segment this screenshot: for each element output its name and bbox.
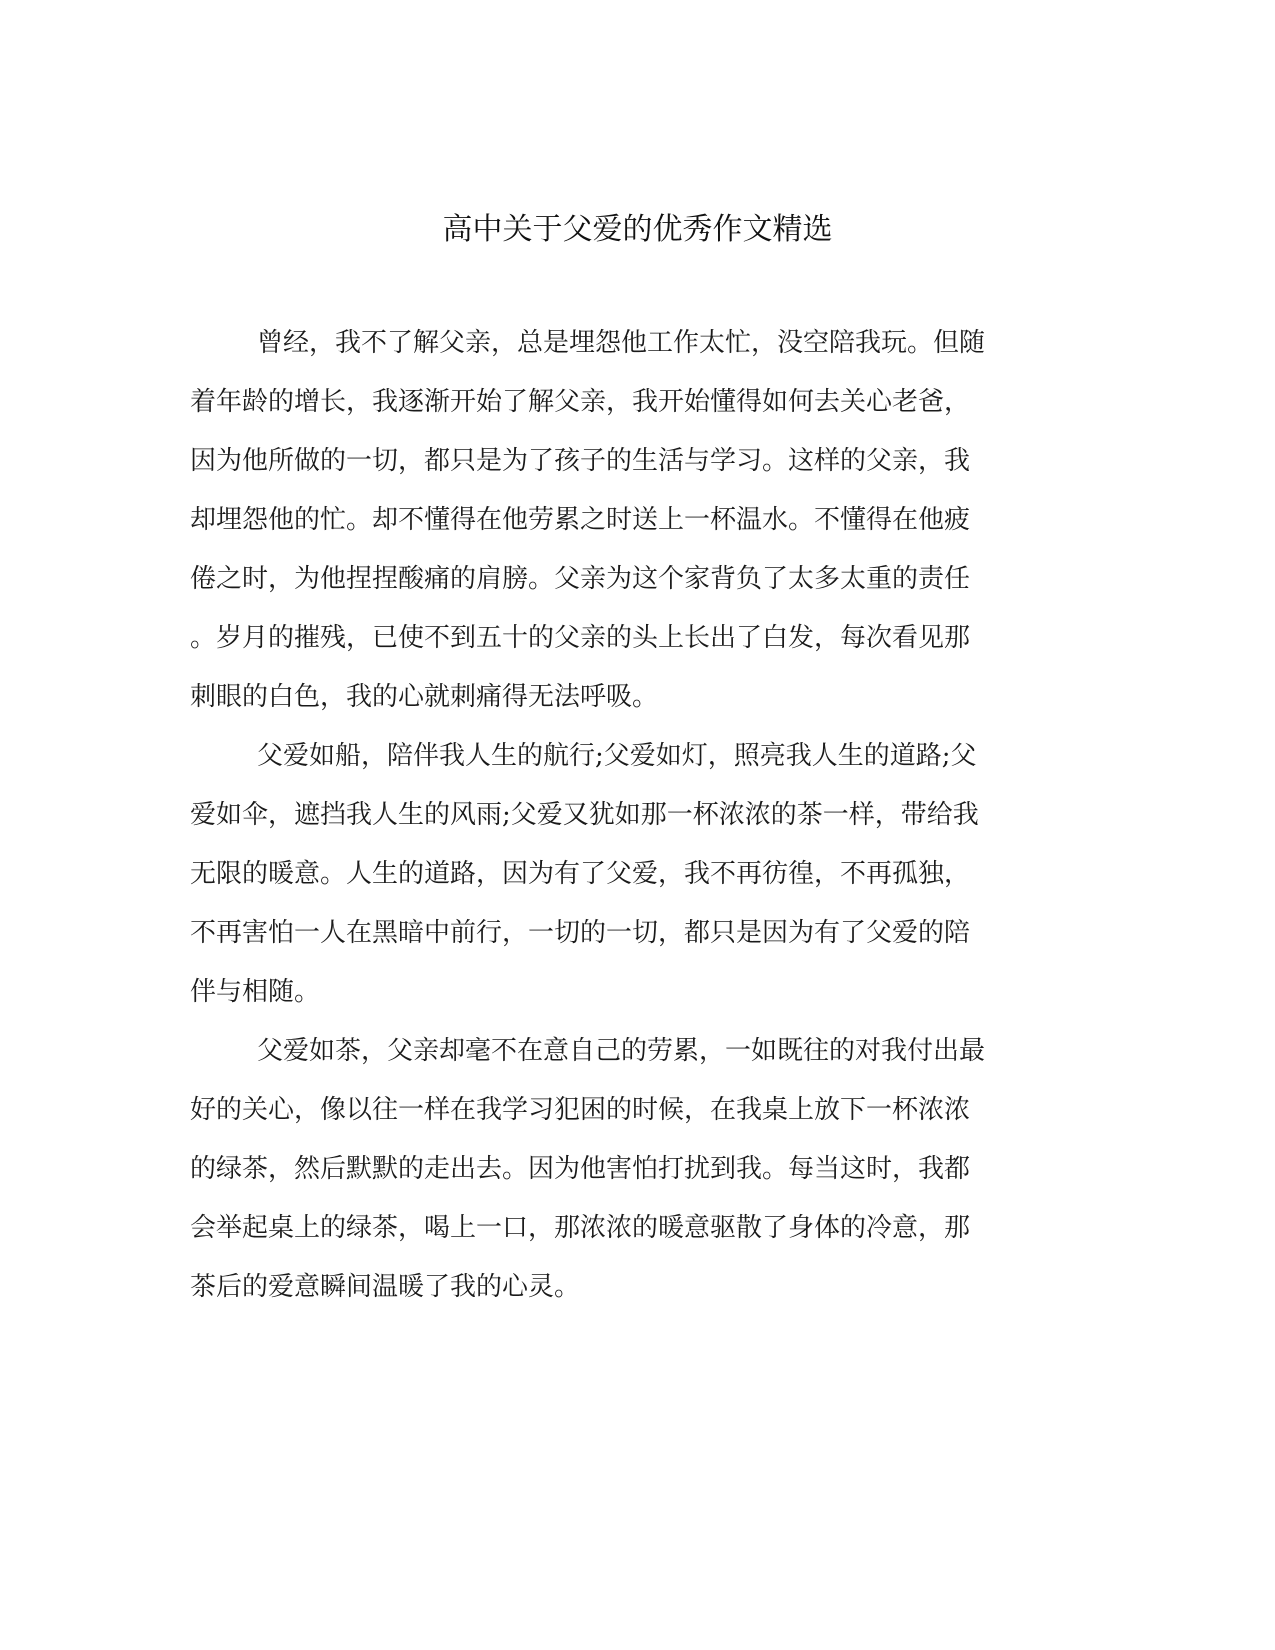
document-title: 高中关于父爱的优秀作文精选 [442,212,833,247]
text-line: 会举起桌上的绿茶，喝上一口，那浓浓的暖意驱散了身体的冷意，那 [190,1213,971,1243]
text-line: 无限的暖意。人生的道路，因为有了父爱，我不再彷徨，不再孤独， [190,859,971,889]
text-line: 着年龄的增长，我逐渐开始了解父亲，我开始懂得如何去关心老爸， [190,387,971,417]
text-line: 爱如伞，遮挡我人生的风雨;父爱又犹如那一杯浓浓的茶一样，带给我 [190,800,979,830]
text-line: 父爱如船，陪伴我人生的航行;父爱如灯，照亮我人生的道路;父 [257,741,977,771]
text-line: 因为他所做的一切，都只是为了孩子的生活与学习。这样的父亲，我 [190,446,971,476]
text-line: 的绿茶，然后默默的走出去。因为他害怕打扰到我。每当这时，我都 [190,1154,971,1184]
text-line: 伴与相随。 [190,977,321,1007]
text-line: 茶后的爱意瞬间温暖了我的心灵。 [190,1272,581,1302]
text-line: 。岁月的摧残，已使不到五十的父亲的头上长出了白发，每次看见那 [190,623,971,653]
text-line: 却埋怨他的忙。却不懂得在他劳累之时送上一杯温水。不懂得在他疲 [190,505,971,535]
text-line: 不再害怕一人在黑暗中前行，一切的一切，都只是因为有了父爱的陪 [190,918,971,948]
text-line: 好的关心，像以往一样在我学习犯困的时候，在我桌上放下一杯浓浓 [190,1095,971,1125]
text-line: 倦之时，为他捏捏酸痛的肩膀。父亲为这个家背负了太多太重的责任 [190,564,971,594]
text-line: 父爱如茶，父亲却毫不在意自己的劳累，一如既往的对我付出最 [257,1036,986,1066]
text-line: 曾经，我不了解父亲，总是埋怨他工作太忙，没空陪我玩。但随 [257,328,986,358]
text-line: 刺眼的白色，我的心就刺痛得无法呼吸。 [190,682,659,712]
